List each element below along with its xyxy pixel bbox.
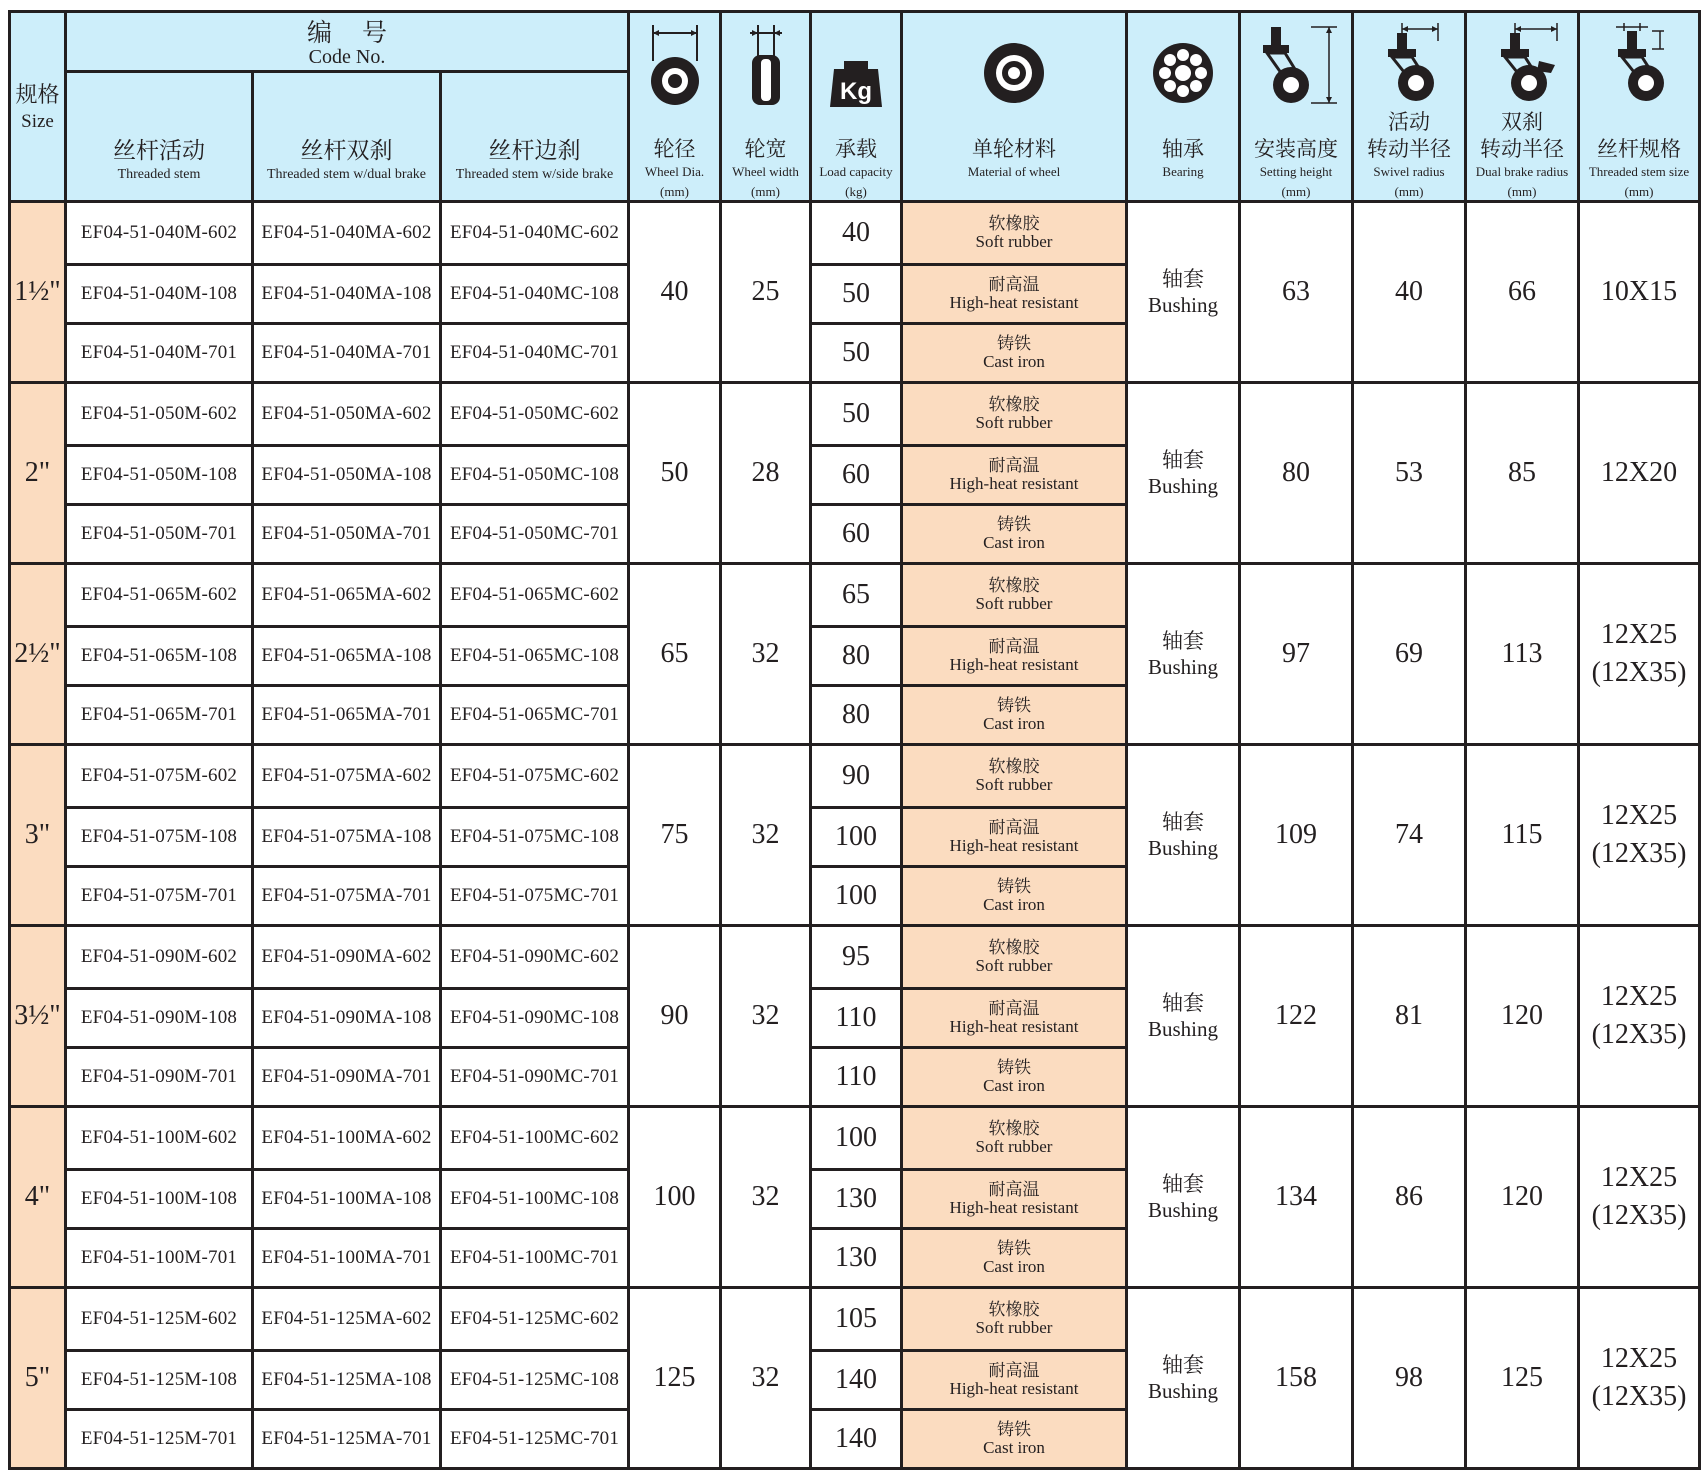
wheel-width-cell: 28	[721, 383, 811, 564]
material-cn: 软橡胶	[988, 214, 1040, 233]
code-threaded-stem: EF04-51-125M-602	[66, 1288, 253, 1351]
load-capacity-header-en: Load capacity	[819, 164, 893, 179]
wheel-width-cell: 32	[721, 1288, 811, 1469]
load-capacity-cell: 95	[811, 926, 902, 989]
material-en: High-heat resistant	[949, 474, 1079, 493]
material-cn: 软橡胶	[988, 576, 1040, 595]
bearing-header-en: Bearing	[1162, 164, 1204, 179]
load-capacity-cell: 100	[811, 808, 902, 867]
swivel-radius-header	[1353, 12, 1466, 202]
stem-size-primary: 12X25	[1600, 1343, 1678, 1374]
load-capacity-cell: 50	[811, 265, 902, 324]
setting-height-header	[1240, 12, 1353, 202]
material-en: Soft rubber	[975, 413, 1053, 432]
material-en: High-heat resistant	[949, 1198, 1079, 1217]
size-cell: 3½"	[10, 926, 66, 1107]
size-cell: 3"	[10, 745, 66, 926]
load-capacity-cell: 80	[811, 627, 902, 686]
dual-brake-radius-header-cn2: 转动半径	[1480, 137, 1564, 161]
threaded-stem-icon	[1580, 21, 1698, 121]
material-en: Cast iron	[983, 714, 1045, 733]
setting-height-cell: 97	[1240, 564, 1353, 745]
wheel-width-cell: 32	[721, 745, 811, 926]
wheel-dia-cell: 65	[629, 564, 721, 745]
code-dual-brake: EF04-51-100MA-602	[253, 1107, 441, 1170]
threaded-stem-size-cell	[1579, 745, 1700, 926]
material-cell	[902, 1170, 1127, 1229]
bearing-en: Bushing	[1147, 1017, 1218, 1041]
code-side-brake: EF04-51-125MC-602	[441, 1288, 629, 1351]
threaded-stem-size-cell	[1579, 383, 1700, 564]
code-threaded-stem: EF04-51-100M-602	[66, 1107, 253, 1170]
material-cell	[902, 1229, 1127, 1288]
table-row	[10, 1107, 1700, 1170]
load-capacity-cell: 65	[811, 564, 902, 627]
material-cell	[902, 627, 1127, 686]
threaded-stem-size-cell	[1579, 1288, 1700, 1469]
load-capacity-cell: 110	[811, 989, 902, 1048]
material-en: Cast iron	[983, 1438, 1045, 1457]
material-en: High-heat resistant	[949, 836, 1079, 855]
code-dual-brake: EF04-51-125MA-108	[253, 1351, 441, 1410]
dual-brake-radius-icon	[1467, 21, 1577, 121]
material-cell	[902, 564, 1127, 627]
code-dual-brake: EF04-51-090MA-602	[253, 926, 441, 989]
material-cell	[902, 867, 1127, 926]
bearing-cn: 轴套	[1162, 267, 1204, 291]
code-threaded-stem: EF04-51-100M-108	[66, 1170, 253, 1229]
side-brake-header	[441, 72, 629, 202]
dual-brake-radius-cell: 85	[1466, 383, 1579, 564]
size-cell: 1½"	[10, 202, 66, 383]
material-cell	[902, 324, 1127, 383]
threaded-stem-size-unit: (mm)	[1624, 184, 1654, 199]
code-threaded-stem: EF04-51-090M-602	[66, 926, 253, 989]
code-dual-brake: EF04-51-075MA-108	[253, 808, 441, 867]
code-dual-brake: EF04-51-050MA-602	[253, 383, 441, 446]
code-side-brake: EF04-51-050MC-602	[441, 383, 629, 446]
size-cell: 2"	[10, 383, 66, 564]
threaded-stem-header-en: Threaded stem	[117, 167, 201, 182]
dual-brake-header-en: Threaded stem w/dual brake	[267, 167, 426, 182]
bearing-header	[1127, 12, 1240, 202]
table-row	[10, 926, 1700, 989]
load-capacity-cell: 50	[811, 383, 902, 446]
material-en: High-heat resistant	[949, 1379, 1079, 1398]
wheel-dia-cell: 90	[629, 926, 721, 1107]
bearing-en: Bushing	[1147, 655, 1218, 679]
size-cell: 5"	[10, 1288, 66, 1469]
bearing-en: Bushing	[1147, 1198, 1218, 1222]
wheel-dia-cell: 75	[629, 745, 721, 926]
code-no-header-cn: 编号	[306, 20, 417, 47]
wheel-width-header	[721, 12, 811, 202]
threaded-stem-size-header-cn: 丝杆规格	[1597, 137, 1681, 161]
code-side-brake: EF04-51-075MC-701	[441, 867, 629, 926]
code-side-brake: EF04-51-090MC-602	[441, 926, 629, 989]
code-side-brake: EF04-51-100MC-108	[441, 1170, 629, 1229]
threaded-stem-size-cell	[1579, 1107, 1700, 1288]
material-en: High-heat resistant	[949, 293, 1079, 312]
bearing-cn: 轴套	[1162, 810, 1204, 834]
wheel-width-cell: 32	[721, 564, 811, 745]
material-cn: 铸铁	[997, 1420, 1031, 1439]
swivel-radius-header-en: Swivel radius	[1373, 164, 1445, 179]
threaded-stem-size-cell	[1579, 564, 1700, 745]
material-cell	[902, 926, 1127, 989]
bearing-en: Bushing	[1147, 474, 1218, 498]
stem-size-primary: 12X25	[1600, 800, 1678, 831]
code-threaded-stem: EF04-51-050M-108	[66, 446, 253, 505]
code-side-brake: EF04-51-075MC-602	[441, 745, 629, 808]
load-capacity-cell: 100	[811, 867, 902, 926]
swivel-radius-cell: 69	[1353, 564, 1466, 745]
material-cell	[902, 1351, 1127, 1410]
code-side-brake: EF04-51-065MC-701	[441, 686, 629, 745]
code-side-brake: EF04-51-125MC-108	[441, 1351, 629, 1410]
wheel-dia-header-en: Wheel Dia.	[644, 164, 705, 179]
material-header-en: Material of wheel	[967, 164, 1061, 179]
setting-height-cell: 80	[1240, 383, 1353, 564]
load-capacity-cell: 105	[811, 1288, 902, 1351]
material-cn: 铸铁	[997, 515, 1031, 534]
code-side-brake: EF04-51-065MC-108	[441, 627, 629, 686]
code-threaded-stem: EF04-51-090M-108	[66, 989, 253, 1048]
size-header-en: Size	[21, 111, 54, 132]
load-capacity-cell: 130	[811, 1170, 902, 1229]
swivel-radius-cell: 53	[1353, 383, 1466, 564]
code-dual-brake: EF04-51-040MA-602	[253, 202, 441, 265]
material-cn: 铸铁	[997, 1058, 1031, 1077]
bearing-cell	[1127, 1288, 1240, 1469]
size-cell: 2½"	[10, 564, 66, 745]
stem-size-alt: (12X35)	[1591, 657, 1687, 688]
code-dual-brake: EF04-51-100MA-108	[253, 1170, 441, 1229]
stem-size-alt: (12X35)	[1591, 838, 1687, 869]
code-threaded-stem: EF04-51-090M-701	[66, 1048, 253, 1107]
wheel-width-cell: 25	[721, 202, 811, 383]
wheel-dia-header	[629, 12, 721, 202]
size-cell: 4"	[10, 1107, 66, 1288]
caster-height-icon	[1241, 21, 1351, 121]
code-threaded-stem: EF04-51-065M-602	[66, 564, 253, 627]
dual-brake-radius-cell: 113	[1466, 564, 1579, 745]
material-en: Soft rubber	[975, 594, 1053, 613]
swivel-radius-header-cn2: 转动半径	[1367, 137, 1451, 161]
code-dual-brake: EF04-51-125MA-701	[253, 1410, 441, 1469]
dual-brake-radius-header-cn1: 双刹	[1501, 110, 1543, 134]
material-header	[902, 12, 1127, 202]
code-side-brake: EF04-51-125MC-701	[441, 1410, 629, 1469]
material-cell	[902, 505, 1127, 564]
material-en: Cast iron	[983, 895, 1045, 914]
bearing-cn: 轴套	[1162, 1172, 1204, 1196]
code-threaded-stem: EF04-51-040M-108	[66, 265, 253, 324]
code-no-header	[66, 12, 629, 72]
bearing-cell	[1127, 745, 1240, 926]
wheel-dia-unit: (mm)	[660, 184, 689, 199]
material-en: High-heat resistant	[949, 655, 1079, 674]
bearing-en: Bushing	[1147, 293, 1218, 317]
code-threaded-stem: EF04-51-050M-602	[66, 383, 253, 446]
load-capacity-header	[811, 12, 902, 202]
threaded-stem-header	[66, 72, 253, 202]
code-threaded-stem: EF04-51-065M-108	[66, 627, 253, 686]
table-row	[10, 383, 1700, 446]
setting-height-cell: 109	[1240, 745, 1353, 926]
bearing-en: Bushing	[1147, 1379, 1218, 1403]
bearing-cell	[1127, 926, 1240, 1107]
material-cn: 软橡胶	[988, 395, 1040, 414]
material-cn: 耐高温	[988, 275, 1040, 294]
threaded-stem-size-cell	[1579, 926, 1700, 1107]
material-cell	[902, 265, 1127, 324]
dual-brake-header	[253, 72, 441, 202]
threaded-stem-size-cell	[1579, 202, 1700, 383]
swivel-radius-cell: 74	[1353, 745, 1466, 926]
material-cn: 铸铁	[997, 696, 1031, 715]
code-side-brake: EF04-51-090MC-108	[441, 989, 629, 1048]
dual-brake-header-cn: 丝杆双刹	[300, 138, 393, 163]
load-capacity-cell: 50	[811, 324, 902, 383]
bearing-cn: 轴套	[1162, 991, 1204, 1015]
wheel-dia-header-cn: 轮径	[653, 137, 696, 161]
side-brake-header-en: Threaded stem w/side brake	[455, 167, 614, 182]
material-header-cn: 单轮材料	[972, 137, 1056, 161]
code-side-brake: EF04-51-065MC-602	[441, 564, 629, 627]
material-cn: 软橡胶	[988, 1119, 1040, 1138]
bearing-cell	[1127, 202, 1240, 383]
load-capacity-cell: 110	[811, 1048, 902, 1107]
code-side-brake: EF04-51-040MC-602	[441, 202, 629, 265]
bearing-cell	[1127, 1107, 1240, 1288]
code-threaded-stem: EF04-51-125M-108	[66, 1351, 253, 1410]
bearing-cell	[1127, 383, 1240, 564]
material-cell	[902, 808, 1127, 867]
wheel-width-unit: (mm)	[751, 184, 780, 199]
load-capacity-cell: 90	[811, 745, 902, 808]
size-header	[10, 12, 66, 202]
material-cn: 铸铁	[997, 334, 1031, 353]
material-cn: 铸铁	[997, 1239, 1031, 1258]
code-no-header-en: Code No.	[308, 46, 386, 68]
code-dual-brake: EF04-51-040MA-108	[253, 265, 441, 324]
dual-brake-radius-unit: (mm)	[1507, 184, 1537, 199]
material-cell	[902, 202, 1127, 265]
material-en: Cast iron	[983, 1076, 1045, 1095]
material-en: Soft rubber	[975, 1137, 1053, 1156]
code-side-brake: EF04-51-090MC-701	[441, 1048, 629, 1107]
load-capacity-cell: 40	[811, 202, 902, 265]
load-capacity-cell: 60	[811, 505, 902, 564]
stem-size-primary: 10X15	[1600, 276, 1678, 307]
wheel-width-cell: 32	[721, 926, 811, 1107]
wheel-dia-cell: 125	[629, 1288, 721, 1469]
load-capacity-cell: 100	[811, 1107, 902, 1170]
load-capacity-cell: 130	[811, 1229, 902, 1288]
material-cn: 耐高温	[988, 637, 1040, 656]
swivel-radius-cell: 98	[1353, 1288, 1466, 1469]
setting-height-cell: 158	[1240, 1288, 1353, 1469]
material-cn: 耐高温	[988, 456, 1040, 475]
stem-size-alt: (12X35)	[1591, 1200, 1687, 1231]
table-row	[10, 564, 1700, 627]
setting-height-cell: 63	[1240, 202, 1353, 383]
code-dual-brake: EF04-51-125MA-602	[253, 1288, 441, 1351]
dual-brake-radius-header	[1466, 12, 1579, 202]
code-dual-brake: EF04-51-050MA-701	[253, 505, 441, 564]
material-en: Soft rubber	[975, 1318, 1053, 1337]
weight-icon-label: Kg	[840, 78, 872, 105]
code-threaded-stem: EF04-51-100M-701	[66, 1229, 253, 1288]
material-cell	[902, 745, 1127, 808]
code-dual-brake: EF04-51-065MA-108	[253, 627, 441, 686]
swivel-radius-header-cn1: 活动	[1388, 110, 1430, 134]
code-side-brake: EF04-51-075MC-108	[441, 808, 629, 867]
table-row	[10, 1288, 1700, 1351]
threaded-stem-header-cn: 丝杆活动	[113, 138, 205, 163]
stem-size-alt: (12X35)	[1591, 1019, 1687, 1050]
material-cell	[902, 446, 1127, 505]
swivel-radius-cell: 81	[1353, 926, 1466, 1107]
code-dual-brake: EF04-51-050MA-108	[253, 446, 441, 505]
material-cn: 耐高温	[988, 818, 1040, 837]
code-dual-brake: EF04-51-040MA-701	[253, 324, 441, 383]
material-cell	[902, 1288, 1127, 1351]
code-dual-brake: EF04-51-075MA-602	[253, 745, 441, 808]
dual-brake-radius-header-en: Dual brake radius	[1475, 164, 1569, 179]
material-en: Cast iron	[983, 533, 1045, 552]
side-brake-header-cn: 丝杆边刹	[488, 138, 581, 163]
code-dual-brake: EF04-51-090MA-108	[253, 989, 441, 1048]
code-dual-brake: EF04-51-075MA-701	[253, 867, 441, 926]
table-row	[10, 202, 1700, 265]
stem-size-primary: 12X25	[1600, 1162, 1678, 1193]
dual-brake-radius-cell: 125	[1466, 1288, 1579, 1469]
material-cell	[902, 1048, 1127, 1107]
material-cn: 耐高温	[988, 1180, 1040, 1199]
material-en: Cast iron	[983, 1257, 1045, 1276]
stem-size-primary: 12X25	[1600, 981, 1678, 1012]
dual-brake-radius-cell: 115	[1466, 745, 1579, 926]
bearing-cn: 轴套	[1162, 1353, 1204, 1377]
swivel-radius-icon	[1354, 21, 1464, 121]
wheel-dia-cell: 100	[629, 1107, 721, 1288]
bearing-header-cn: 轴承	[1162, 137, 1204, 161]
code-threaded-stem: EF04-51-075M-108	[66, 808, 253, 867]
material-en: Soft rubber	[975, 232, 1053, 251]
material-cell	[902, 1410, 1127, 1469]
bearing-icon	[1128, 21, 1238, 121]
weight-icon	[812, 21, 900, 121]
wheel-dia-icon	[630, 21, 719, 121]
code-side-brake: EF04-51-040MC-108	[441, 265, 629, 324]
bearing-en: Bushing	[1147, 836, 1218, 860]
material-cn: 铸铁	[997, 877, 1031, 896]
wheel-width-cell: 32	[721, 1107, 811, 1288]
setting-height-cell: 122	[1240, 926, 1353, 1107]
bearing-cell	[1127, 564, 1240, 745]
code-threaded-stem: EF04-51-040M-701	[66, 324, 253, 383]
material-en: Cast iron	[983, 352, 1045, 371]
code-side-brake: EF04-51-100MC-602	[441, 1107, 629, 1170]
material-cn: 耐高温	[988, 999, 1040, 1018]
code-threaded-stem: EF04-51-075M-602	[66, 745, 253, 808]
wheel-dia-cell: 50	[629, 383, 721, 564]
setting-height-header-en: Setting height	[1259, 164, 1333, 179]
code-threaded-stem: EF04-51-065M-701	[66, 686, 253, 745]
stem-size-primary: 12X25	[1600, 619, 1678, 650]
spec-sheet	[8, 10, 1701, 1470]
table-row	[10, 745, 1700, 808]
load-capacity-cell: 140	[811, 1410, 902, 1469]
load-capacity-cell: 140	[811, 1351, 902, 1410]
material-cell	[902, 686, 1127, 745]
load-capacity-cell: 60	[811, 446, 902, 505]
setting-height-cell: 134	[1240, 1107, 1353, 1288]
stem-size-primary: 12X20	[1600, 457, 1678, 488]
material-en: Soft rubber	[975, 956, 1053, 975]
wheel-material-icon	[903, 21, 1125, 121]
code-dual-brake: EF04-51-065MA-701	[253, 686, 441, 745]
material-cn: 软橡胶	[988, 1300, 1040, 1319]
material-cn: 软橡胶	[988, 938, 1040, 957]
load-capacity-cell: 80	[811, 686, 902, 745]
code-dual-brake: EF04-51-090MA-701	[253, 1048, 441, 1107]
dual-brake-radius-cell: 120	[1466, 1107, 1579, 1288]
code-side-brake: EF04-51-050MC-108	[441, 446, 629, 505]
stem-size-alt: (12X35)	[1591, 1381, 1687, 1412]
code-threaded-stem: EF04-51-075M-701	[66, 867, 253, 926]
swivel-radius-cell: 40	[1353, 202, 1466, 383]
threaded-stem-size-header	[1579, 12, 1700, 202]
material-cell	[902, 1107, 1127, 1170]
wheel-width-header-cn: 轮宽	[744, 137, 787, 161]
code-dual-brake: EF04-51-100MA-701	[253, 1229, 441, 1288]
code-threaded-stem: EF04-51-040M-602	[66, 202, 253, 265]
code-dual-brake: EF04-51-065MA-602	[253, 564, 441, 627]
code-threaded-stem: EF04-51-050M-701	[66, 505, 253, 564]
bearing-cn: 轴套	[1162, 448, 1204, 472]
code-side-brake: EF04-51-040MC-701	[441, 324, 629, 383]
material-cn: 耐高温	[988, 1361, 1040, 1380]
setting-height-header-cn: 安装高度	[1254, 137, 1338, 161]
caster-spec-table	[8, 10, 1701, 1470]
dual-brake-radius-cell: 120	[1466, 926, 1579, 1107]
load-capacity-unit: (kg)	[845, 184, 867, 199]
material-cell	[902, 383, 1127, 446]
wheel-width-header-en: Wheel width	[732, 164, 799, 179]
wheel-width-icon	[722, 21, 809, 121]
code-side-brake: EF04-51-100MC-701	[441, 1229, 629, 1288]
setting-height-unit: (mm)	[1281, 184, 1311, 199]
material-cell	[902, 989, 1127, 1048]
bearing-cn: 轴套	[1162, 629, 1204, 653]
load-capacity-header-cn: 承载	[835, 137, 877, 161]
code-side-brake: EF04-51-050MC-701	[441, 505, 629, 564]
material-en: Soft rubber	[975, 775, 1053, 794]
threaded-stem-size-header-en: Threaded stem size	[1588, 164, 1690, 179]
wheel-dia-cell: 40	[629, 202, 721, 383]
dual-brake-radius-cell: 66	[1466, 202, 1579, 383]
material-en: High-heat resistant	[949, 1017, 1079, 1036]
code-threaded-stem: EF04-51-125M-701	[66, 1410, 253, 1469]
material-cn: 软橡胶	[988, 757, 1040, 776]
size-header-cn: 规格	[15, 82, 60, 107]
swivel-radius-cell: 86	[1353, 1107, 1466, 1288]
swivel-radius-unit: (mm)	[1394, 184, 1424, 199]
